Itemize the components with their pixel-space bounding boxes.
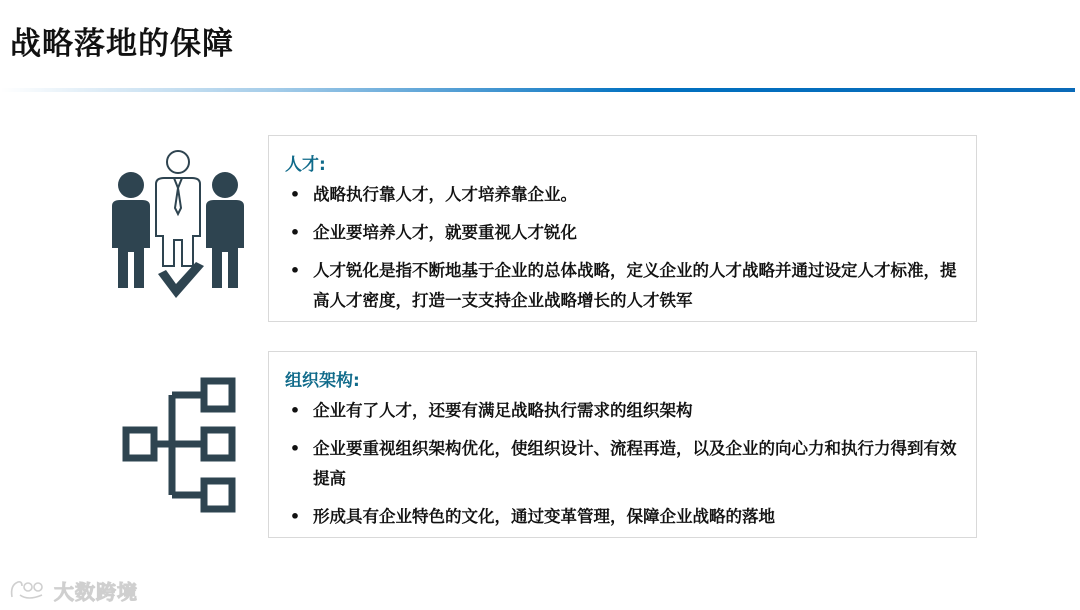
bullet-icon: •	[289, 401, 301, 420]
people-selection-icon	[104, 148, 250, 318]
bullet-text: 企业要培养人才，就要重视人才锐化	[313, 223, 577, 242]
bullet-icon: •	[289, 261, 301, 280]
list-item	[285, 218, 962, 248]
page-title: 战略落地的保障	[10, 26, 234, 62]
bullet-icon: •	[289, 507, 301, 526]
talent-heading: 人才:	[285, 155, 326, 175]
org-structure-heading: 组织架构:	[285, 371, 360, 391]
bullet-icon: •	[289, 439, 301, 458]
list-item	[285, 256, 962, 316]
bullet-text: 形成具有企业特色的文化，通过变革管理，保障企业战略的落地	[313, 507, 775, 526]
watermark	[8, 576, 138, 604]
list-item	[285, 502, 962, 532]
list-item	[285, 180, 962, 210]
org-chart-icon	[122, 377, 238, 515]
list-item	[285, 396, 962, 426]
bullet-text: 战略执行靠人才，人才培养靠企业。	[313, 185, 577, 204]
bullet-icon: •	[289, 223, 301, 242]
bullet-text: 人才锐化是指不断地基于企业的总体战略，定义企业的人才战略并通过设定人才标准，提高人才密度，打造一支支持企业战略增长的人才铁军	[313, 261, 957, 310]
bullet-icon: •	[289, 185, 301, 204]
list-item	[285, 434, 962, 494]
title-divider	[0, 88, 1075, 92]
talent-bullet-list	[285, 180, 962, 324]
watermark-logo-icon	[8, 577, 50, 603]
watermark-text: 大数跨境	[54, 579, 138, 604]
org-structure-section	[268, 351, 977, 538]
talent-section	[268, 135, 977, 322]
org-structure-bullet-list	[285, 396, 962, 540]
bullet-text: 企业要重视组织架构优化，使组织设计、流程再造，以及企业的向心力和执行力得到有效提高	[313, 439, 957, 488]
bullet-text: 企业有了人才，还要有满足战略执行需求的组织架构	[313, 401, 693, 420]
